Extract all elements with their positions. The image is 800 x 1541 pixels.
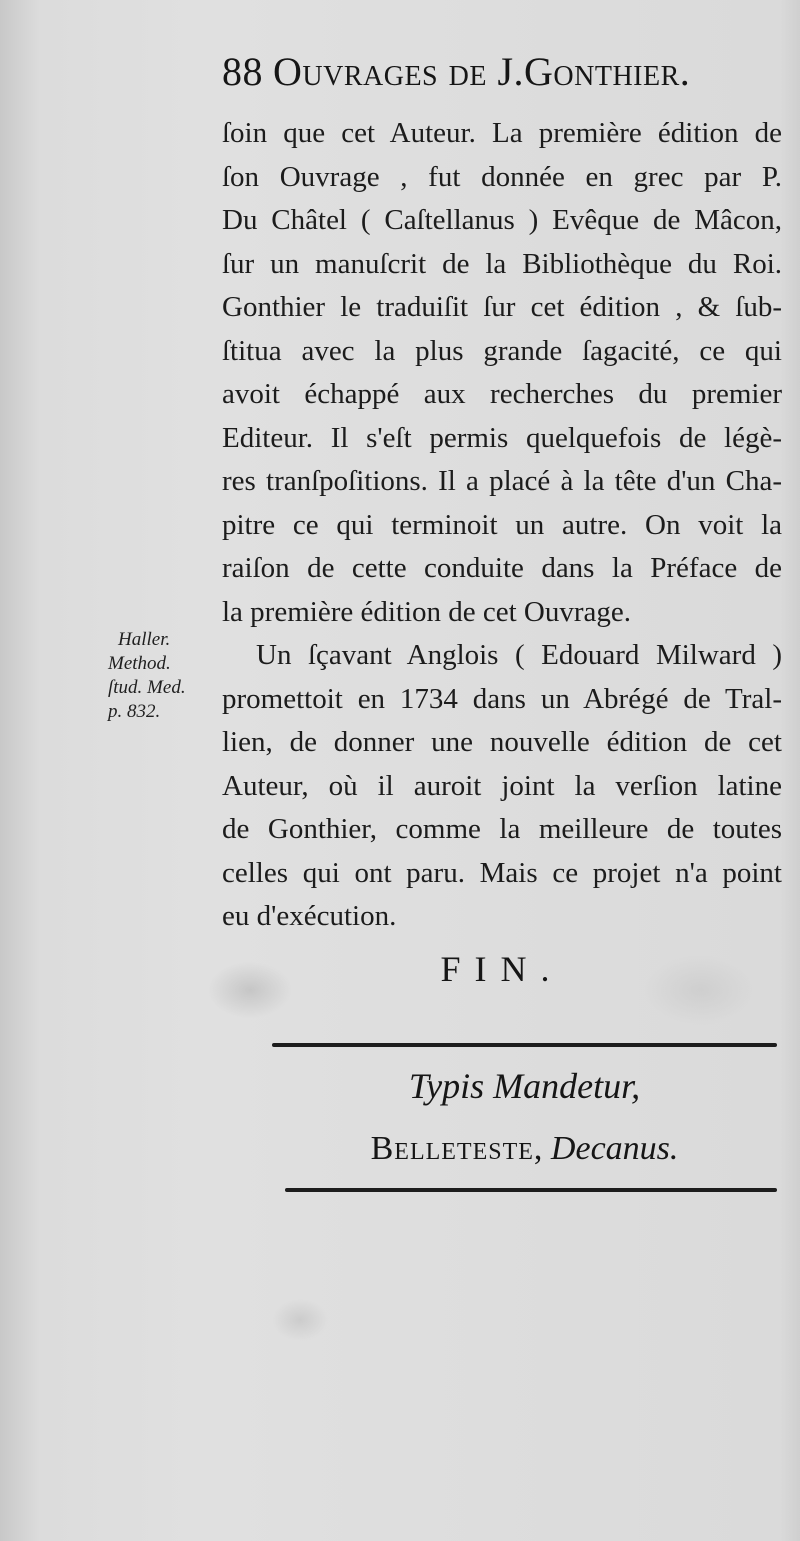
text-line: ſtitua avec la plus grande ſagacité, ce qui — [222, 334, 782, 367]
margin-note-line: ſtud. Med. — [108, 677, 186, 698]
text-line: ſur un manuſcrit de la Bibliothèque du Roi. — [222, 247, 782, 280]
page-number: 88 — [222, 49, 263, 94]
text-line: lien, de donner une nouvelle édition de cet — [222, 726, 782, 758]
dean-signature — [272, 1130, 777, 1168]
text-line: pitre ce qui terminoit un autre. On voit la — [222, 508, 782, 541]
running-header — [222, 48, 782, 100]
margin-note-line: Method. — [108, 653, 171, 674]
text-line: Auteur, où il auroit joint la verſion latine — [222, 769, 782, 802]
text-line: raiſon de cette conduite dans la Préface de — [222, 552, 782, 584]
running-title: Ouvrages de J.Gonthier. — [273, 49, 691, 94]
bottom-rule — [285, 1188, 777, 1192]
dean-separator: , — [533, 1130, 551, 1167]
text-line: promettoit en 1734 dans un Abrégé de Tral- — [222, 682, 782, 715]
text-line: ſon Ouvrage , fut donnée en grec par P. — [222, 160, 782, 193]
fin-heading: FIN. — [440, 949, 564, 989]
text-line: eu d'exécution. — [222, 900, 397, 932]
text-line: ſoin que cet Auteur. La première édition de — [222, 117, 782, 149]
text-line: Du Châtel ( Caſtellanus ) Evêque de Mâcon, — [222, 204, 782, 236]
body-text — [222, 112, 782, 939]
text-line: celles qui ont paru. Mais ce projet n'a point — [222, 856, 782, 889]
margin-note — [108, 628, 218, 724]
dean-title: Decanus. — [550, 1130, 679, 1167]
text-line: Editeur. Il s'eſt permis quelquefois de légè- — [222, 421, 782, 454]
text-line: Un ſçavant Anglois ( Edouard Milward ) — [256, 639, 782, 671]
text-line: res tranſpoſitions. Il a placé à la tête d'un Cha- — [222, 465, 782, 497]
margin-note-line: Haller. — [118, 629, 171, 650]
top-rule — [272, 1043, 777, 1047]
text-line: avoit échappé aux recherches du premier — [222, 378, 782, 410]
dean-name: Belleteste — [370, 1130, 534, 1167]
text-line: Gonthier le traduiſit ſur cet édition , & ſub- — [222, 291, 782, 323]
imprimatur-line: Typis Mandetur, — [408, 1066, 641, 1106]
text-line: la première édition de cet Ouvrage. — [222, 595, 632, 628]
margin-note-line: p. 832. — [108, 701, 161, 722]
text-line: de Gonthier, comme la meilleure de toutes — [222, 813, 782, 845]
